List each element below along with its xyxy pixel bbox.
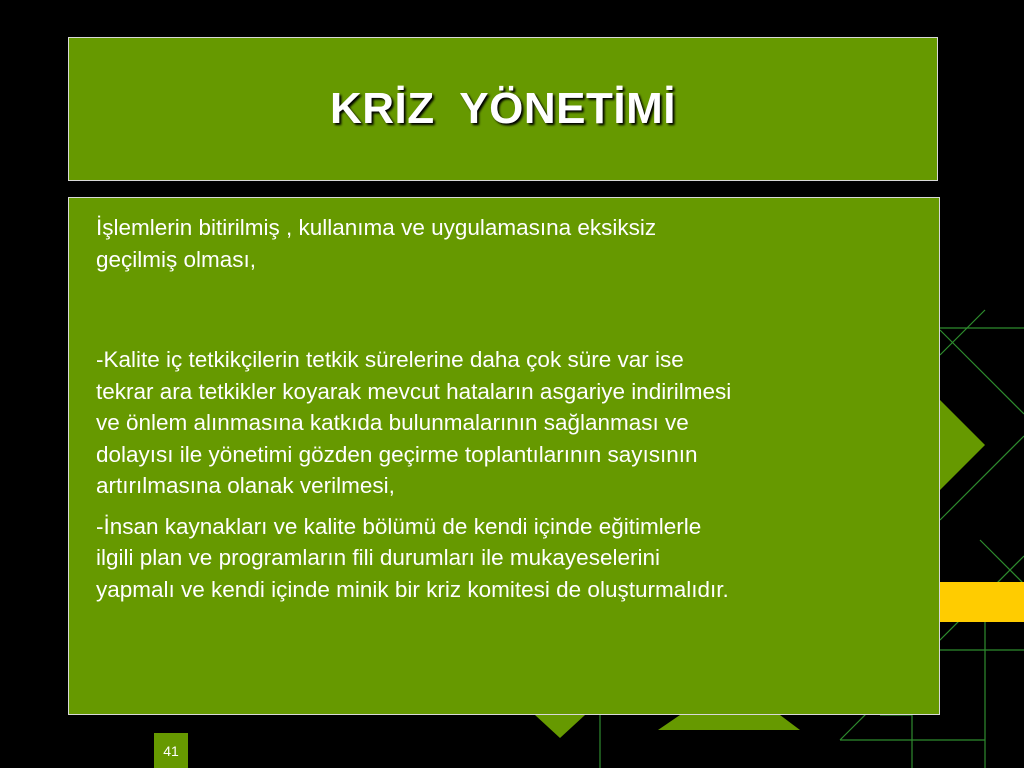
triangle-down-decor bbox=[535, 715, 585, 738]
trapezoid-decor bbox=[658, 715, 800, 730]
content-panel bbox=[68, 197, 940, 715]
title-panel bbox=[68, 37, 938, 181]
triangle-right-decor bbox=[940, 400, 985, 490]
paragraph-3: -İnsan kaynakları ve kalite bölümü de kendi içinde eğitimlerle ilgili plan ve programların fili durumları ile mukayeselerini yapmalı ve kendi içinde minik bir kriz komitesi de oluşturmalıdır. bbox=[96, 513, 729, 602]
yellow-bar-decor bbox=[940, 582, 1024, 622]
page-number: 41 bbox=[154, 733, 188, 768]
paragraph-2: -Kalite iç tetkikçilerin tetkik sürelerine daha çok süre var ise tekrar ara tetkikler koyarak mevcut hataların asgariye indirilmesi ve önlem alınmasına katkıda bulunmalarının sağlanması ve dolayısı ile yönetimi gözden geçirme toplantılarının sayısının artırılmasına olanak verilmesi, bbox=[96, 347, 732, 498]
paragraph-1: İşlemlerin bitirilmiş , kullanıma ve uygulamasına eksiksiz geçilmiş olması, bbox=[96, 215, 657, 272]
slide-title: KRİZ YÖNETİMİ bbox=[330, 84, 676, 133]
